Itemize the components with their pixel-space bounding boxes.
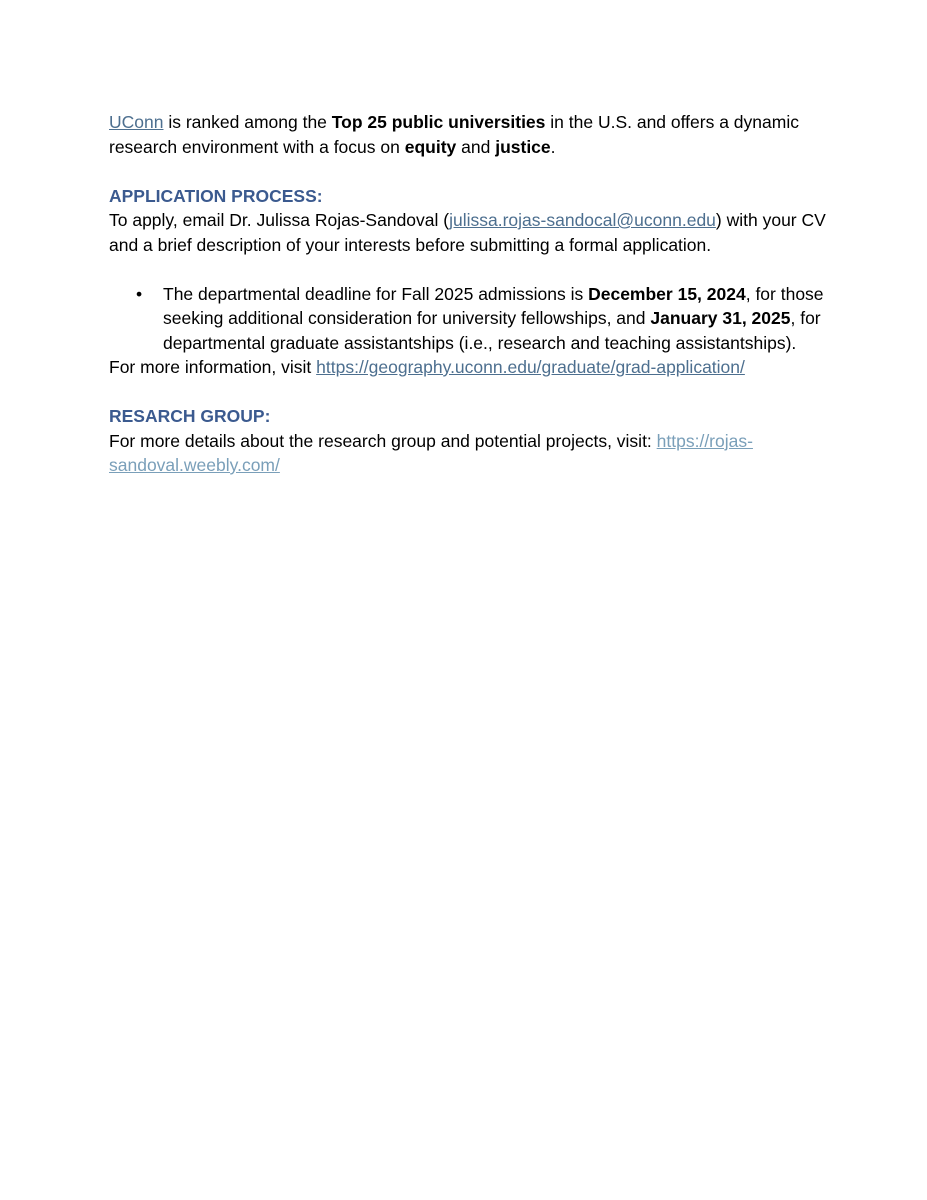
intro-bold-top25: Top 25 public universities (331, 112, 546, 132)
application-text-2: ) with your CV and a brief description of your interests before submitting a formal application. (109, 210, 826, 255)
research-paragraph (109, 429, 829, 478)
intro-text-2: in the U.S. and offers a dynamic research environment with a focus on (109, 112, 799, 157)
more-info-paragraph (109, 355, 829, 380)
application-heading: APPLICATION PROCESS: (109, 185, 323, 206)
bullet-text-2: , for those seeking additional consideration for university fellowships, and (163, 283, 824, 328)
intro-text-4: . (550, 136, 556, 157)
bullet-bold-date-2: January 31, 2025 (650, 308, 791, 328)
application-text-1: To apply, email Dr. Julissa Rojas-Sandoval ( (109, 210, 450, 230)
grad-application-link[interactable]: https://geography.uconn.edu/graduate/grad-application/ (316, 357, 745, 377)
intro-bold-equity: equity (404, 136, 457, 157)
email-link[interactable]: julissa.rojas-sandocal@uconn.edu (449, 210, 716, 230)
document-page (109, 110, 829, 478)
research-text: For more details about the research group and potential projects, visit: (109, 430, 657, 451)
spacer (109, 159, 829, 184)
research-group-link[interactable]: https://rojas-sandoval.weebly.com/ (109, 430, 753, 475)
bullet-text-1: The departmental deadline for Fall 2025 admissions is (163, 283, 589, 304)
more-info-text: For more information, visit (109, 357, 317, 377)
bullet-text-3: , for departmental graduate assistantships (i.e., research and teaching assistantships). (163, 308, 821, 353)
uconn-link[interactable]: UConn (109, 112, 164, 132)
spacer (109, 257, 829, 282)
spacer (109, 380, 829, 405)
intro-text-1: is ranked among the (163, 112, 332, 132)
application-paragraph (109, 208, 829, 257)
intro-bold-justice: justice (495, 136, 551, 157)
research-heading: RESARCH GROUP: (109, 406, 271, 426)
list-item (109, 282, 829, 356)
deadline-list (109, 282, 829, 356)
bullet-bold-date-1: December 15, 2024 (588, 283, 746, 304)
intro-paragraph (109, 110, 829, 159)
intro-text-3: and (456, 136, 496, 157)
bullet-icon: • (136, 283, 143, 304)
